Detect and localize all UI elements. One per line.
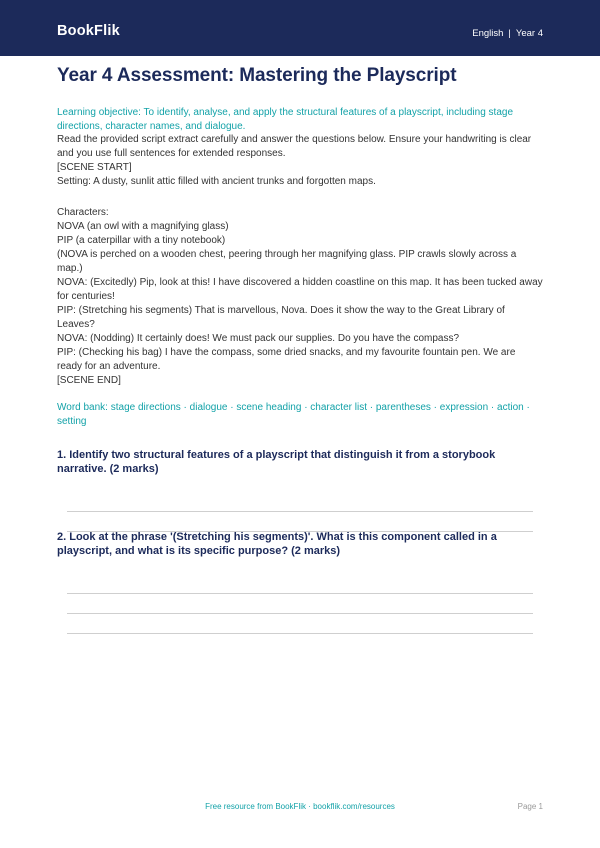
character-item: NOVA (an owl with a magnifying glass) (57, 221, 229, 232)
character-list (57, 206, 543, 248)
learning-objective: Learning objective: To identify, analyse, and apply the structural features of a playscript, including stage directions, character names, and dialogue. (57, 107, 514, 132)
instructions: Read the provided script extract carefully and answer the questions below. Ensure your handwriting is clear and you use full sentences for extended responses. (57, 134, 532, 159)
page-number: Page 1 (517, 802, 543, 811)
word-bank: Word bank: stage directions · dialogue · scene heading · character list · parentheses · expression · action · setting (57, 402, 530, 427)
question-1: 1. Identify two structural features of a playscript that distinguish it from a storybook narrative. (2 marks) (57, 449, 496, 475)
subject-label: English (472, 28, 504, 39)
answer-line[interactable] (67, 633, 533, 634)
worksheet-content (57, 65, 543, 634)
header-bar (0, 0, 600, 56)
meta-separator: | (508, 28, 511, 39)
scene-start: [SCENE START] (57, 162, 132, 173)
header-meta (472, 28, 543, 39)
character-item: PIP (a caterpillar with a tiny notebook) (57, 235, 226, 246)
stage-direction: (NOVA is perched on a wooden chest, peering through her magnifying glass. PIP crawls slowly across a map.) (57, 249, 517, 274)
dialogue-line: NOVA: (Nodding) It certainly does! We must pack our supplies. Do you have the compass? (57, 333, 460, 344)
year-label: Year 4 (515, 28, 543, 39)
answer-line[interactable] (67, 613, 533, 614)
dialogue-line: NOVA: (Excitedly) Pip, look at this! I have discovered a hidden coastline on this map. It has been tucked away for centuries! (57, 277, 543, 302)
question-2: 2. Look at the phrase '(Stretching his segments)'. What is this component called in a playscript, and what is its specific purpose? (2 marks) (57, 531, 497, 557)
dialogue-line: PIP: (Stretching his segments) That is marvellous, Nova. Does it show the way to the Great Library of Leaves? (57, 305, 505, 330)
page-title: Year 4 Assessment: Mastering the Playscript (57, 65, 457, 86)
question-block (57, 530, 543, 634)
characters-heading: Characters: (57, 207, 109, 218)
footer-credit[interactable]: Free resource from BookFlik · bookflik.com/resources (205, 802, 395, 811)
scene-end: [SCENE END] (57, 375, 121, 386)
setting-line: Setting: A dusty, sunlit attic filled with ancient trunks and forgotten maps. (57, 176, 376, 187)
question-block (57, 448, 543, 532)
dialogue-line: PIP: (Checking his bag) I have the compass, some dried snacks, and my favourite fountain pen. We are ready for an adventure. (57, 347, 516, 372)
script-extract (57, 161, 543, 388)
brand-logo[interactable]: BookFlik (57, 23, 120, 39)
answer-line[interactable] (67, 511, 533, 512)
answer-line[interactable] (67, 593, 533, 594)
